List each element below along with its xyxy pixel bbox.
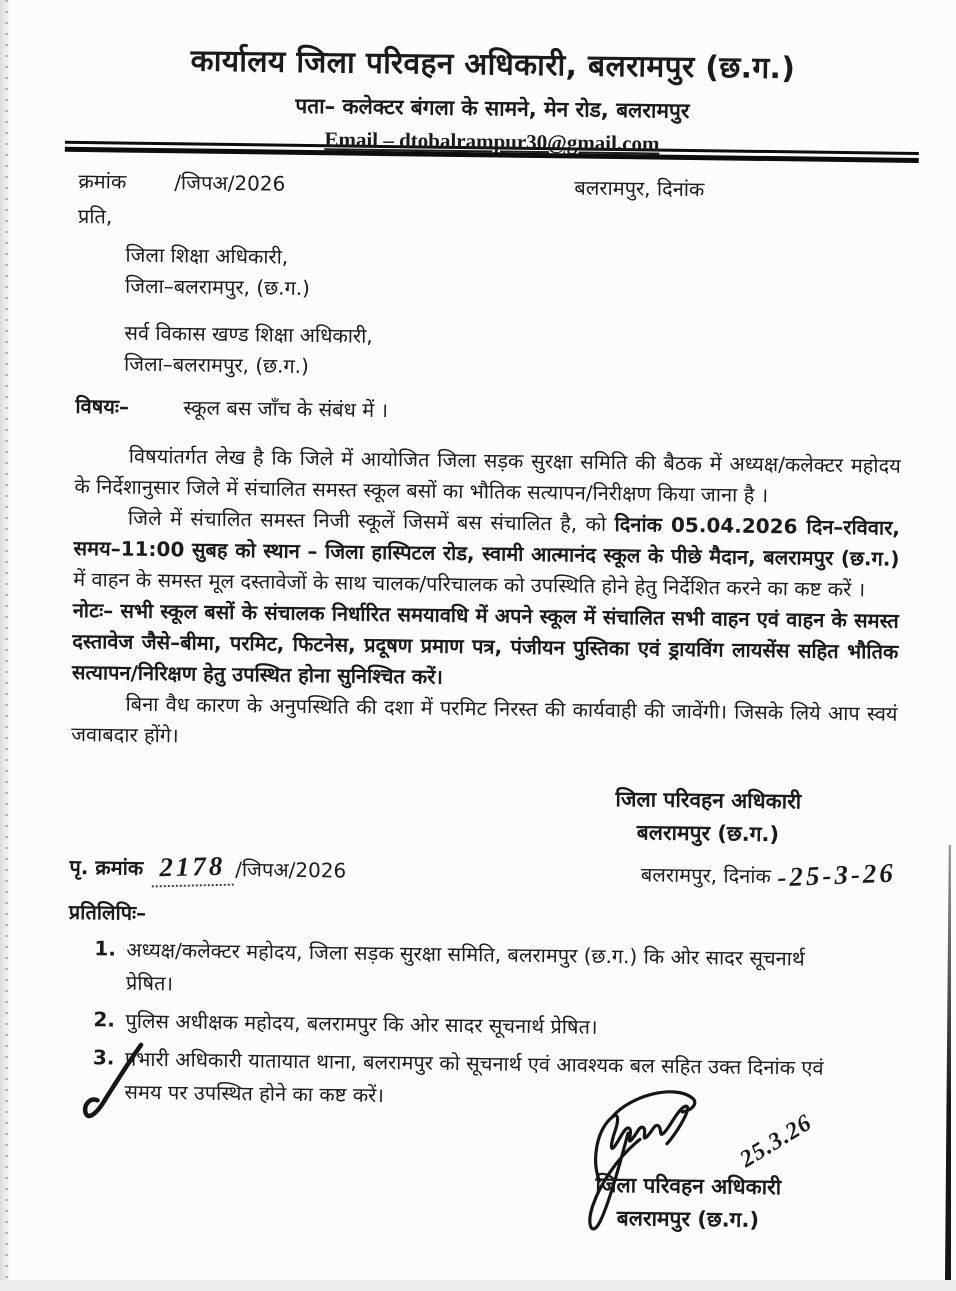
signature-scribble-icon (569, 1077, 741, 1239)
ref-number-label: क्रमांक (78, 166, 126, 198)
addressee-block-2 (76, 317, 903, 390)
copy-item-2 (67, 1004, 893, 1048)
signatory-top-designation: जिला परिवहन अधिकारी (588, 783, 828, 819)
copy-number-1: 1. (68, 933, 127, 1000)
copy-item-3 (66, 1042, 893, 1119)
reference-row (78, 166, 904, 208)
endorsement-number-label: पृ. क्रमांक (69, 852, 143, 884)
copy-number-3: 3. (66, 1042, 125, 1109)
ref-number-value: /जिपअ/2026 (174, 167, 285, 199)
body-paragraph-1: विषयांतर्गत लेख है कि जिले में आयोजित जिला सड़क सुरक्षा समिति की बैठक में अध्यक्ष/कलेक्टर महोदय के निर्देशानुसार जिले में संचालित समस्त स्कूल बसों का भौतिक सत्यापन/निरीक्षण किया जाना है । (74, 440, 901, 513)
note-paragraph: नोटः– सभी स्कूल बसों के संचालक निर्धारित समयावधि में अपने स्कूल में संचालित सभी वाहन एवं वाहन के समस्त दस्तावेज जैसे–बीमा, परमिट, फिटनेस, प्रदूषण प्रमाण पत्र, पंजीयन पुस्तिका एवं ड्रायविंग लायसेंस सहित भौतिक सत्यापन/निरिक्षण हेतु उपस्थित होना सुनिश्चित करें। (72, 595, 899, 699)
paragraph-2-text-post: में वाहन के समस्त मूल दस्तावेजों के साथ चालक/परिचालक को उपस्थिति होने हेतु निर्देशित करने का कष्ट करें । (73, 567, 865, 601)
handwritten-tick-icon (80, 1038, 153, 1127)
copy-item-1 (68, 933, 895, 1010)
subject-label: विषयः– (75, 391, 183, 423)
handwritten-date: -25-3-26 (776, 858, 896, 894)
copy-number-2: 2. (67, 1004, 125, 1038)
signature-date-handwritten: 25.3.26 (734, 1107, 819, 1176)
addressee-1-line-2: जिला–बलरामपुर, (छ.ग.) (125, 271, 903, 312)
signatory-block-top (588, 783, 829, 852)
copy-text-3: प्रभारी अधिकारी यातायात थाना, बलरामपुर को सूचनार्थ एवं आवश्यक बल सहित उक्त दिनांक एवं समय पर उपस्थित होने का कष्ट करें। (124, 1043, 841, 1118)
addressee-2-line-1: सर्व विकास खण्ड शिक्षा अधिकारी, (124, 318, 902, 359)
ref-place-date: बलरामपुर, दिनांक (574, 172, 704, 205)
copy-text-1: अध्यक्ष/कलेक्टर महोदय, जिला सड़क सुरक्षा समिति, बलरामपुर (छ.ग.) कि ओर सादर सूचनार्थ प्रेषित। (126, 934, 843, 1009)
salutation: प्रति, (78, 201, 904, 243)
copies-heading: प्रतिलिपिः– (69, 897, 895, 939)
signatory-bottom-designation: जिला परिवहन अधिकारी (543, 1168, 833, 1205)
endorsement-place-date: बलरामपुर, दिनांक (641, 859, 771, 892)
endorsement-row (69, 850, 895, 896)
paragraph-2-text-pre: जिले में संचालित समस्त निजी स्कूलें जिसमें बस संचालित है, को (128, 506, 615, 536)
paper-edge-right-line (945, 845, 951, 1280)
paragraph-2-bold-schedule: दिनांक 05.04.2026 दिन–रविवार, समय–11:00 सुबह को स्थान – जिला हास्पिटल रोड, स्वामी आत्मानंद स्कूल के पीछे मैदान, बलरामपुर (छ.ग.) (73, 512, 900, 571)
paper-edge-left-line (5, 0, 8, 1280)
letterhead-email: Email – dtobalrampur30@gmail.com (79, 121, 905, 163)
body-paragraph-2 (73, 502, 900, 606)
endorsement-number-suffix: /जिपअ/2026 (235, 854, 346, 886)
body-paragraph-4: बिना वैध कारण के अनुपस्थिति की दशा में परमिट निरस्त की कार्यवाही की जावेंगी। जिसके लिये आप स्वयं जवाबदार होंगे। (71, 688, 898, 761)
letterhead-address: पता– कलेक्टर बंगला के सामने, मेन रोड, बलरामपुर (79, 88, 905, 130)
addressee-2-line-2: जिला–बलरामपुर, (छ.ग.) (124, 349, 902, 390)
handwritten-number-underline (151, 851, 234, 888)
signatory-block-bottom (543, 1106, 835, 1238)
letterhead-title: कार्यालय जिला परिवहन अधिकारी, बलरामपुर (छ.ग.) (80, 40, 906, 91)
handwritten-number: 2178 (159, 851, 226, 883)
letter-body (71, 440, 901, 761)
subject-row (75, 391, 901, 433)
endorsement-place-date-group (641, 857, 896, 893)
addressee-block-1 (77, 239, 904, 312)
copy-text-2: पुलिस अधीक्षक महोदय, बलरामपुर कि ओर सादर सूचनार्थ प्रेषित। (125, 1005, 598, 1044)
signatory-top-place: बलरामपुर (छ.ग.) (588, 816, 828, 852)
signatory-bottom-place: बलरामपुर (छ.ग.) (543, 1201, 833, 1238)
subject-text: स्कूल बस जॉंच के संबंध में । (183, 392, 388, 426)
addressee-1-line-1: जिला शिक्षा अधिकारी, (125, 240, 903, 281)
